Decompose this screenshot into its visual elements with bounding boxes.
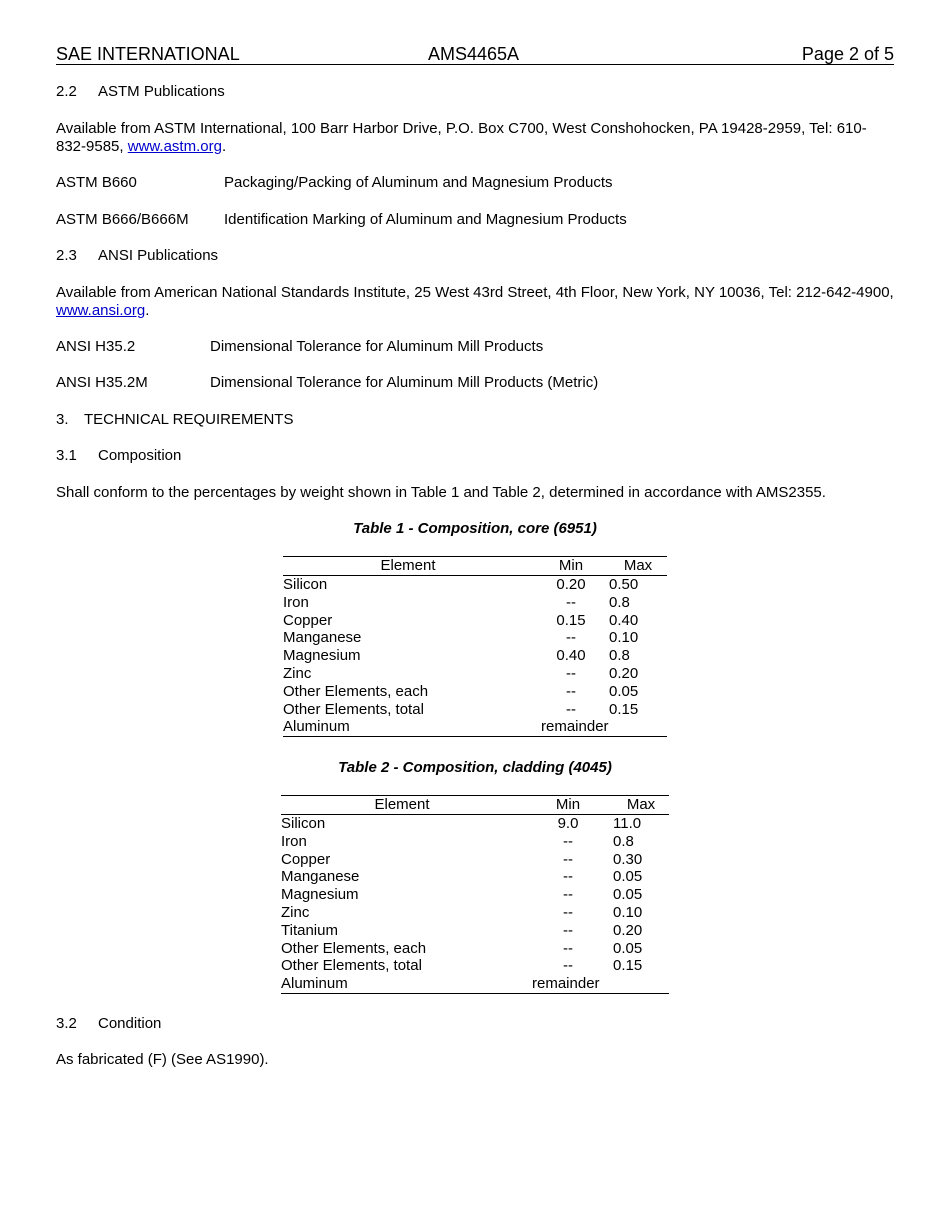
table-row — [281, 886, 669, 904]
cell-min: -- — [563, 903, 573, 921]
cell-min: -- — [566, 664, 576, 682]
ref-ansi-h35-2-code: ANSI H35.2 — [56, 338, 136, 355]
ref-astm-b660-title: Packaging/Packing of Aluminum and Magnesium Products — [224, 174, 613, 191]
table-row-remainder — [283, 718, 667, 736]
table-row — [283, 629, 667, 647]
cell-element: Other Elements, total — [283, 700, 424, 718]
astm-url-link[interactable]: www.astm.org — [127, 138, 222, 155]
ref-astm-b660-code: ASTM B660 — [56, 174, 137, 191]
header-doc-id: AMS4465A — [428, 44, 520, 64]
section-3-2-title: Condition — [98, 1015, 162, 1032]
cell-element: Titanium — [281, 921, 338, 939]
cell-max: 0.10 — [609, 629, 639, 647]
table-row — [281, 851, 669, 869]
ansi-availability-text: Available from American National Standards Institute, 25 West 43rd Street, 4th Floor, New York, NY 10036, Tel: 212-642-4900, — [56, 284, 894, 301]
column-header-min: Min — [533, 557, 609, 576]
table-row — [281, 922, 669, 940]
table-1-caption: Table 1 - Composition, core (6951) — [353, 520, 597, 537]
cell-max: 0.15 — [613, 957, 643, 975]
cell-element: Silicon — [281, 815, 326, 832]
section-number: 2.2 — [56, 83, 77, 100]
header-org: SAE INTERNATIONAL — [56, 44, 240, 64]
column-header-max: Max — [609, 557, 667, 576]
table-row — [283, 683, 667, 701]
column-header-max: Max — [613, 796, 669, 815]
table-row — [283, 647, 667, 665]
cell-element: Manganese — [283, 629, 362, 647]
table-row — [281, 833, 669, 851]
cell-min: -- — [563, 868, 573, 886]
section-3-1-number: 3.1 — [56, 447, 77, 464]
section-2-2-heading — [56, 83, 225, 101]
table-1-composition-core — [283, 556, 667, 737]
cell-min: -- — [566, 629, 576, 647]
cell-max: 0.05 — [613, 868, 643, 886]
ref-ansi-h35-2m-code: ANSI H35.2M — [56, 374, 148, 391]
section-2-3-number: 2.3 — [56, 247, 77, 264]
section-2-3-title: ANSI Publications — [98, 247, 219, 264]
ansi-availability-paragraph: Available from American National Standards Institute, 25 West 43rd Street, 4th Floor, New York, NY 10036, Tel: 212-642-4900, www.ansi.org. — [56, 284, 894, 319]
cell-max: 0.05 — [613, 886, 643, 904]
cell-element: Other Elements, each — [281, 939, 427, 957]
table-row — [283, 594, 667, 612]
cell-element: Copper — [283, 611, 333, 629]
page-header — [56, 44, 894, 65]
column-header-element: Element — [281, 796, 523, 815]
cell-min: -- — [563, 939, 573, 957]
cell-min: 0.40 — [556, 647, 586, 665]
table-row — [283, 612, 667, 630]
cell-element: Other Elements, each — [283, 682, 429, 700]
cell-element: Zinc — [281, 903, 310, 921]
cell-element: Silicon — [283, 576, 328, 593]
cell-max: 0.8 — [613, 832, 634, 850]
cell-min: 9.0 — [557, 815, 579, 832]
cell-max: 0.05 — [613, 939, 643, 957]
cell-min: -- — [563, 957, 573, 975]
ref-ansi-h35-2-title: Dimensional Tolerance for Aluminum Mill Products — [210, 338, 544, 355]
cell-max: 11.0 — [613, 815, 642, 832]
table-header-row — [281, 796, 669, 815]
cell-max: 0.50 — [609, 576, 639, 593]
cell-max: 0.20 — [613, 921, 643, 939]
cell-min: -- — [563, 921, 573, 939]
section-3-title: TECHNICAL REQUIREMENTS — [84, 411, 294, 428]
cell-max: 0.40 — [609, 611, 639, 629]
table-row — [281, 815, 669, 833]
cell-element: Magnesium — [281, 886, 359, 904]
cell-max: 0.8 — [609, 647, 630, 665]
cell-min: -- — [566, 682, 576, 700]
cell-remainder: remainder — [533, 718, 667, 736]
table-2-composition-cladding — [281, 795, 669, 994]
section-3-2-number: 3.2 — [56, 1015, 77, 1032]
cell-element: Zinc — [283, 664, 312, 682]
cell-max: 0.30 — [613, 850, 643, 868]
astm-availability-text: Available from ASTM International, 100 Barr Harbor Drive, P.O. Box C700, West Conshohocken, PA 19428-2959, Tel: 610-832-9585, — [56, 120, 867, 155]
table-2-caption: Table 2 - Composition, cladding (4045) — [338, 759, 612, 776]
section-3-1-title: Composition — [98, 447, 182, 464]
cell-min: -- — [563, 832, 573, 850]
section-3-number: 3. — [56, 411, 69, 428]
cell-element: Magnesium — [283, 647, 361, 665]
cell-min: -- — [566, 700, 576, 718]
cell-min: -- — [566, 593, 576, 611]
section-title: ASTM Publications — [98, 83, 225, 100]
table-row — [283, 701, 667, 719]
cell-element: Aluminum — [283, 718, 533, 736]
cell-element: Iron — [283, 593, 309, 611]
ref-astm-b666-code: ASTM B666/B666M — [56, 211, 189, 228]
cell-element: Aluminum — [281, 975, 523, 993]
cell-element: Copper — [281, 850, 331, 868]
cell-remainder: remainder — [523, 975, 669, 993]
table-row — [283, 576, 667, 594]
table-header-row — [283, 557, 667, 576]
table-row — [281, 904, 669, 922]
table-row — [281, 957, 669, 975]
composition-paragraph: Shall conform to the percentages by weight shown in Table 1 and Table 2, determined in accordance with AMS2355. — [56, 484, 826, 501]
column-header-min: Min — [523, 796, 613, 815]
astm-availability-paragraph: Available from ASTM International, 100 Barr Harbor Drive, P.O. Box C700, West Conshohocken, PA 19428-2959, Tel: 610-832-9585, www.astm.org. — [56, 120, 867, 155]
cell-element: Other Elements, total — [281, 957, 422, 975]
cell-max: 0.8 — [609, 593, 630, 611]
cell-max: 0.05 — [609, 682, 639, 700]
table-row-remainder — [281, 975, 669, 993]
cell-element: Manganese — [281, 868, 360, 886]
cell-min: -- — [563, 886, 573, 904]
cell-element: Iron — [281, 832, 307, 850]
condition-paragraph: As fabricated (F) (See AS1990). — [56, 1051, 269, 1068]
cell-min: -- — [563, 850, 573, 868]
cell-max: 0.10 — [613, 903, 643, 921]
ref-astm-b666-title: Identification Marking of Aluminum and Magnesium Products — [224, 211, 627, 228]
header-page-number: Page 2 of 5 — [801, 44, 894, 64]
ansi-url-link[interactable]: www.ansi.org — [56, 302, 146, 319]
table-row — [283, 665, 667, 683]
column-header-element: Element — [283, 557, 533, 576]
table-row — [281, 940, 669, 958]
ref-ansi-h35-2m-title: Dimensional Tolerance for Aluminum Mill Products (Metric) — [210, 374, 599, 391]
cell-max: 0.20 — [609, 664, 639, 682]
cell-min: 0.15 — [556, 611, 586, 629]
cell-max: 0.15 — [609, 700, 639, 718]
cell-min: 0.20 — [556, 576, 586, 593]
table-row — [281, 868, 669, 886]
